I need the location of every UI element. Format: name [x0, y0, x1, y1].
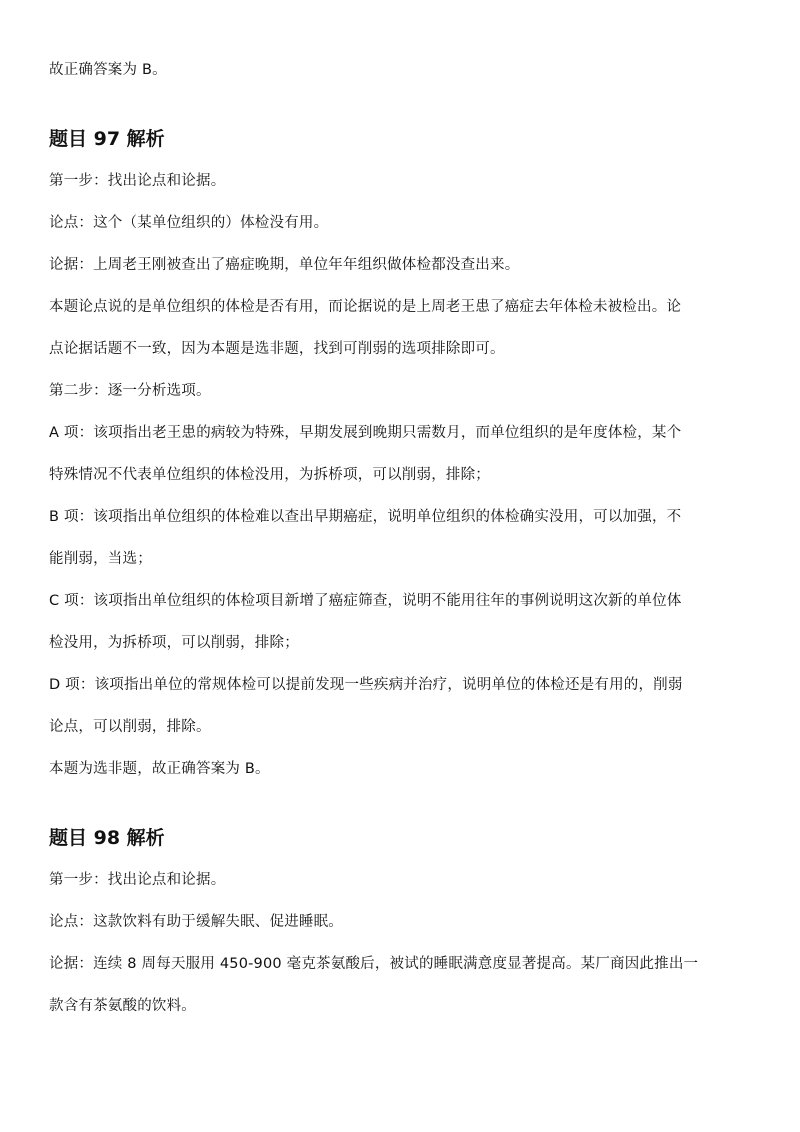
q97-option-c-line-2: 检没用，为拆桥项，可以削弱，排除；	[49, 635, 299, 651]
q97-step2: 第二步：逐一分析选项。	[49, 383, 211, 399]
q97-option-a-line-2: 特殊情况不代表单位组织的体检没用，为拆桥项，可以削弱，排除；	[49, 467, 490, 483]
q98-evidence-line-2: 款含有茶氨酸的饮料。	[49, 998, 196, 1014]
q98-step1: 第一步：找出论点和论据。	[49, 872, 226, 888]
q97-analysis-line-2: 点论据话题不一致，因为本题是选非题，找到可削弱的选项排除即可。	[49, 341, 505, 357]
q97-evidence: 论据：上周老王刚被查出了癌症晚期，单位年年组织做体检都没查出来。	[49, 257, 520, 273]
question-97-heading: 题目 97 解析	[49, 128, 165, 150]
q97-thesis: 论点：这个（某单位组织的）体检没有用。	[49, 215, 329, 231]
q97-option-d-line-1: D 项：该项指出单位的常规体检可以提前发现一些疾病并治疗，说明单位的体检还是有用的，削弱	[49, 677, 683, 693]
question-98-heading: 题目 98 解析	[49, 827, 165, 849]
q98-thesis: 论点：这款饮料有助于缓解失眠、促进睡眠。	[49, 914, 343, 930]
q97-option-a-line-1: A 项：该项指出老王患的病较为特殊，早期发展到晚期只需数月，而单位组织的是年度体检，某个	[49, 425, 682, 441]
answer-line: 故正确答案为 B。	[49, 62, 167, 78]
q97-step1: 第一步：找出论点和论据。	[49, 173, 226, 189]
q97-option-b-line-1: B 项：该项指出单位组织的体检难以查出早期癌症，说明单位组织的体检确实没用，可以加强，不	[49, 509, 682, 525]
q97-option-c-line-1: C 项：该项指出单位组织的体检项目新增了癌症筛查，说明不能用往年的事例说明这次新的单位体	[49, 593, 682, 609]
document-page	[49, 0, 751, 1027]
q97-option-b-line-2: 能削弱，当选；	[49, 551, 152, 567]
q97-option-d-line-2: 论点，可以削弱，排除。	[49, 719, 211, 735]
q97-analysis-line-1: 本题论点说的是单位组织的体检是否有用，而论据说的是上周老王患了癌症去年体检未被检出。论	[49, 299, 682, 315]
q97-answer: 本题为选非题，故正确答案为 B。	[49, 761, 270, 777]
q98-evidence-line-1: 论据：连续 8 周每天服用 450-900 毫克茶氨酸后，被试的睡眠满意度显著提高。某厂商因此推出一	[49, 956, 699, 972]
